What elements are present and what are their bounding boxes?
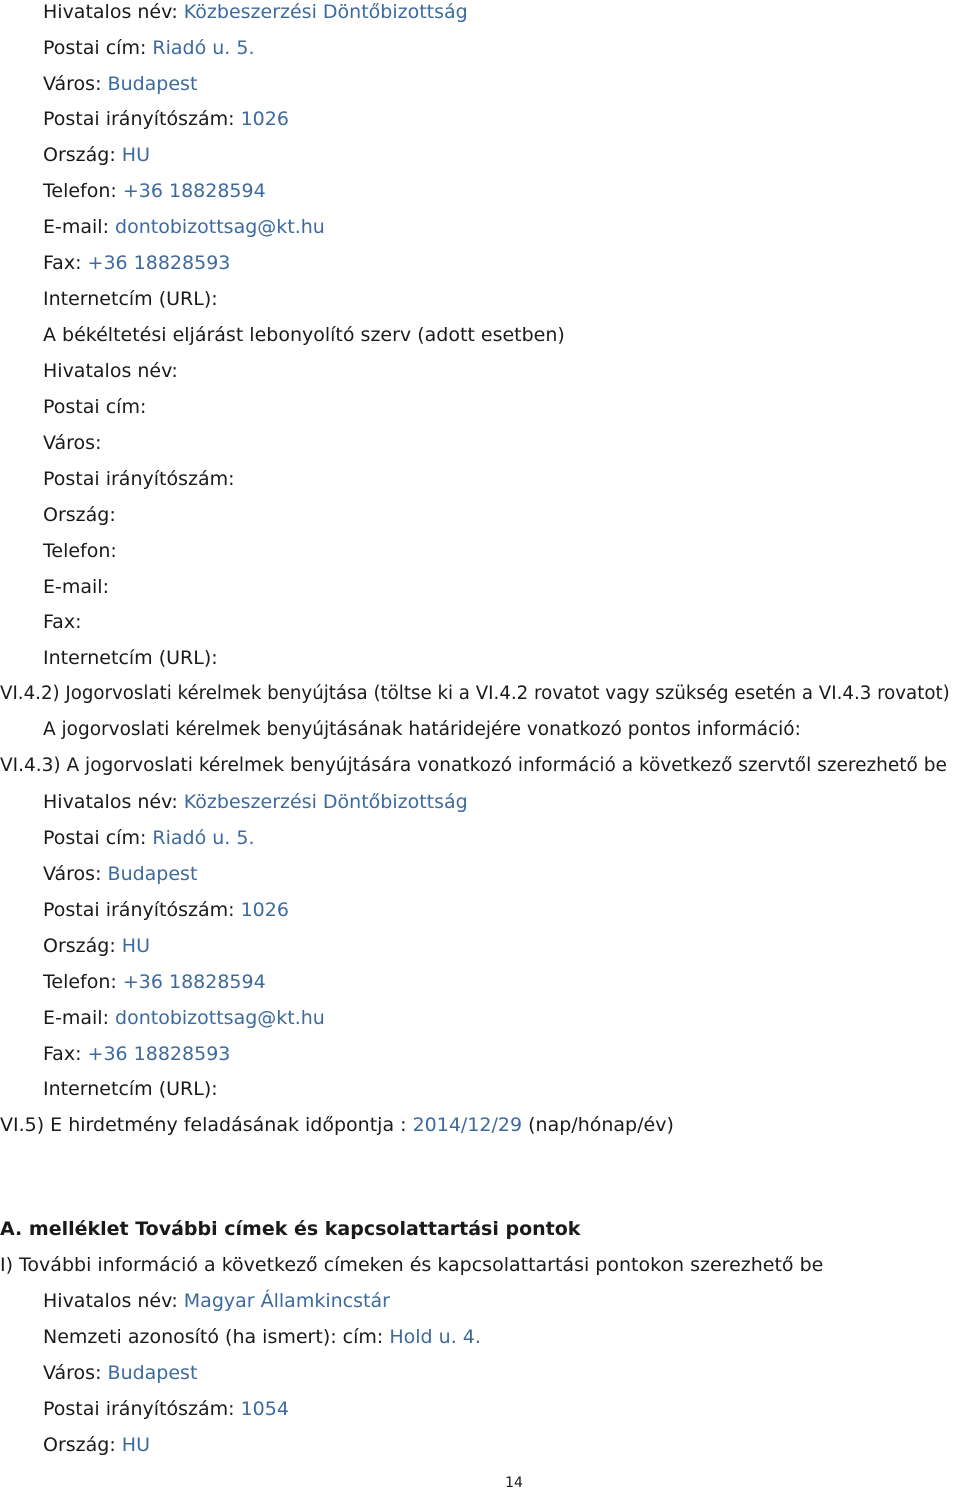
field-label: Város:	[43, 863, 102, 885]
field-label: Postai irányítószám:	[43, 108, 235, 130]
postcode-row	[43, 107, 289, 131]
field-value: +36 18828593	[87, 252, 231, 274]
field-label: Postai cím:	[43, 37, 147, 59]
field-label: E-mail:	[43, 1007, 109, 1029]
field-value: Magyar Államkincstár	[183, 1290, 390, 1312]
field-label: Postai irányítószám:	[43, 468, 235, 490]
field-value: +36 18828594	[122, 971, 266, 993]
field-label: Postai cím:	[43, 827, 147, 849]
field-value: 1026	[240, 108, 289, 130]
field-value: Riadó u. 5.	[152, 37, 255, 59]
postal-address-row	[43, 826, 255, 850]
field-value: Közbeszerzési Döntőbizottság	[183, 1, 468, 23]
postcode-row	[43, 1397, 289, 1421]
phone-row	[43, 970, 266, 994]
field-value: +36 18828593	[87, 1043, 231, 1065]
section-heading-vi43: VI.4.3) A jogorvoslati kérelmek benyújtására vonatkozó információ a következő szervtől szerezhető be	[0, 755, 947, 776]
city-row	[43, 862, 197, 886]
field-label: E-mail:	[43, 576, 109, 598]
dispatch-date-value: 2014/12/29	[412, 1114, 523, 1136]
annex-title: A. melléklet További címek és kapcsolattartási pontok	[0, 1218, 581, 1240]
field-value: Hold u. 4.	[389, 1326, 481, 1348]
field-value: 1054	[240, 1398, 289, 1420]
field-label: Fax:	[43, 252, 82, 274]
field-label: Internetcím (URL):	[43, 1078, 218, 1100]
email-link[interactable]: dontobizottsag@kt.hu	[115, 216, 325, 238]
field-value: Budapest	[107, 1362, 198, 1384]
url-row	[43, 287, 218, 311]
field-value: Közbeszerzési Döntőbizottság	[183, 791, 468, 813]
field-label: Internetcím (URL):	[43, 288, 218, 310]
field-label: Ország:	[43, 935, 116, 957]
field-label: Ország:	[43, 1434, 116, 1456]
field-value: Budapest	[107, 73, 198, 95]
field-label: Postai irányítószám:	[43, 899, 235, 921]
city-row	[43, 1361, 197, 1385]
field-label: Postai cím:	[43, 396, 147, 418]
field-label: Hivatalos név:	[43, 360, 178, 382]
postal-address-row	[43, 36, 255, 60]
field-label: Nemzeti azonosító (ha ismert): cím:	[43, 1326, 384, 1348]
field-label: Postai irányítószám:	[43, 1398, 235, 1420]
national-id-row	[43, 1325, 481, 1349]
field-value: Riadó u. 5.	[152, 827, 255, 849]
field-value: +36 18828594	[122, 180, 266, 202]
postcode-row	[43, 898, 289, 922]
field-label: Telefon:	[43, 180, 117, 202]
page-number: 14	[505, 1475, 523, 1491]
field-label: Hivatalos név:	[43, 1, 178, 23]
dispatch-date-row	[0, 1113, 674, 1137]
field-label: Hivatalos név:	[43, 791, 178, 813]
country-row	[43, 143, 150, 167]
phone-row	[43, 179, 266, 203]
field-label: Ország:	[43, 144, 116, 166]
fax-row	[43, 1042, 230, 1066]
field-label: Fax:	[43, 1043, 82, 1065]
field-label: Telefon:	[43, 971, 117, 993]
email-row	[43, 215, 325, 239]
field-value: HU	[121, 144, 150, 166]
date-format: (nap/hónap/év)	[528, 1114, 674, 1136]
dispatch-date-label: VI.5) E hirdetmény feladásának időpontja :	[0, 1114, 407, 1136]
section-heading-vi42: VI.4.2) Jogorvoslati kérelmek benyújtása (töltse ki a VI.4.2 rovatot vagy szükség esetén a VI.4.3 rovatot)	[0, 683, 950, 704]
city-row	[43, 72, 197, 96]
country-row	[43, 934, 150, 958]
email-row	[43, 1006, 325, 1030]
fax-row	[43, 251, 230, 275]
field-label: Ország:	[43, 504, 116, 526]
mediation-heading: A békéltetési eljárást lebonyolító szerv (adott esetben)	[43, 324, 565, 346]
field-label: Hivatalos név:	[43, 1290, 178, 1312]
body-name-row	[43, 1289, 390, 1313]
field-label: E-mail:	[43, 216, 109, 238]
body-name-row	[43, 0, 468, 24]
body-name-row	[43, 790, 468, 814]
country-row	[43, 1433, 150, 1457]
field-label: Telefon:	[43, 540, 117, 562]
field-value: HU	[121, 935, 150, 957]
field-value: Budapest	[107, 863, 198, 885]
url-row	[43, 1077, 218, 1101]
field-value: HU	[121, 1434, 150, 1456]
field-label: Város:	[43, 432, 102, 454]
field-value: 1026	[240, 899, 289, 921]
field-label: Fax:	[43, 611, 82, 633]
field-label: Internetcím (URL):	[43, 647, 218, 669]
field-label: Város:	[43, 73, 102, 95]
field-label: Város:	[43, 1362, 102, 1384]
email-link[interactable]: dontobizottsag@kt.hu	[115, 1007, 325, 1029]
annex-section-heading: I) További információ a következő címeken és kapcsolattartási pontokon szerezhető be	[0, 1254, 824, 1276]
deadline-info: A jogorvoslati kérelmek benyújtásának határidejére vonatkozó pontos információ:	[43, 719, 801, 740]
